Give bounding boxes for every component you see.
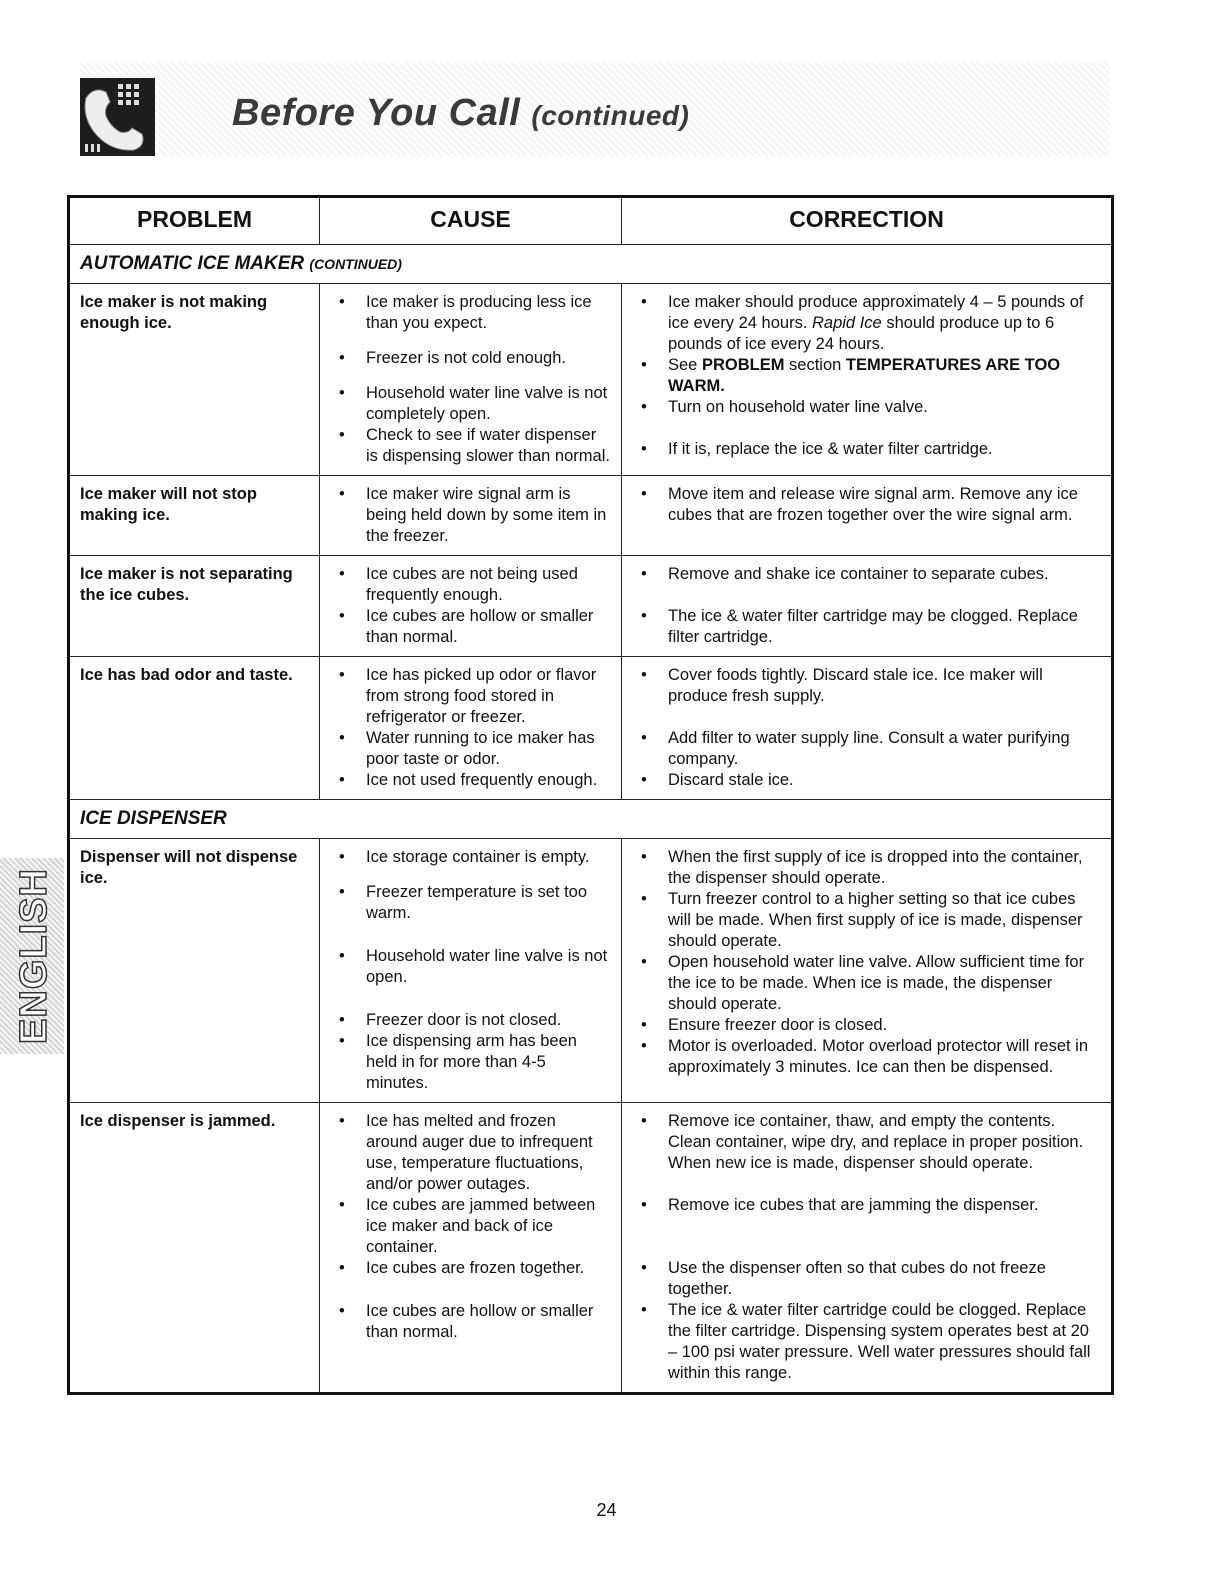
problem-cell: Ice maker will not stop making ice. [69,476,320,556]
list-item: • Cover foods tightly. Discard stale ice. Ice maker will produce fresh supply. [632,665,1101,707]
correction-cell [622,1103,1113,1394]
table-row [69,284,1113,476]
list-item: • Remove ice cubes that are jamming the dispenser. [632,1195,1101,1216]
troubleshooting-table [67,195,1114,1395]
list-item: • Move item and release wire signal arm. Remove any ice cubes that are frozen together over the wire signal arm. [632,484,1101,526]
correction-cell [622,284,1113,476]
table-row [69,1103,1113,1394]
cause-cell [320,556,622,657]
cause-cell [320,657,622,800]
list-item: • Ice has melted and frozen around auger due to infrequent use, temperature fluctuations, and/or power outages. [330,1111,611,1195]
list-item: • Ice cubes are jammed between ice maker and back of ice container. [330,1195,611,1258]
list-item: • Discard stale ice. [632,770,1101,791]
list-item: • Ice cubes are hollow or smaller than normal. [330,1301,611,1343]
table-row [69,657,1113,800]
list-item: • Ice dispensing arm has been held in for more than 4-5 minutes. [330,1031,611,1094]
page-title: Before You Call (continued) [232,92,690,134]
list-item: • Ice cubes are frozen together. [330,1258,611,1279]
list-item: • Ice cubes are not being used frequently enough. [330,564,611,606]
table-row [69,839,1113,1103]
table-row [69,476,1113,556]
list-item: • Remove ice container, thaw, and empty the contents. Clean container, wipe dry, and replace in proper position. When new ice is made, dispenser should operate. [632,1111,1101,1174]
cause-header: CAUSE [320,197,622,245]
list-item: • Household water line valve is not open. [330,946,611,988]
list-item: • Ice not used frequently enough. [330,770,611,791]
section-title: AUTOMATIC ICE MAKER (CONTINUED) [69,245,1113,284]
cause-cell [320,1103,622,1394]
list-item: • Add filter to water supply line. Consult a water purifying company. [632,728,1101,770]
list-item: • Freezer is not cold enough. [330,348,611,369]
problem-cell: Ice maker is not separating the ice cubes. [69,556,320,657]
list-item: • When the first supply of ice is dropped into the container, the dispenser should operate. [632,847,1101,889]
list-item: • See PROBLEM section TEMPERATURES ARE TOO WARM. [632,355,1101,397]
problem-cell: Dispenser will not dispense ice. [69,839,320,1103]
list-item: • The ice & water filter cartridge could be clogged. Replace the filter cartridge. Dispensing system operates best at 20 – 100 psi water pressure. Well water pressures should fall within this range. [632,1300,1101,1384]
cause-cell [320,284,622,476]
list-item: • Use the dispenser often so that cubes do not freeze together. [632,1258,1101,1300]
section-row [69,800,1113,839]
list-item: • Ensure freezer door is closed. [632,1015,1101,1036]
correction-cell [622,476,1113,556]
list-item: • Ice storage container is empty. [330,847,611,868]
list-item: • Open household water line valve. Allow sufficient time for the ice to be made. When ice is made, the dispenser should operate. [632,952,1101,1015]
list-item: • Ice maker is producing less ice than you expect. [330,292,611,334]
cause-cell [320,839,622,1103]
problem-cell: Ice maker is not making enough ice. [69,284,320,476]
table-header-row [69,197,1113,245]
list-item: • The ice & water filter cartridge may be clogged. Replace filter cartridge. [632,606,1101,648]
list-item: • Freezer door is not closed. [330,1010,611,1031]
list-item: • Motor is overloaded. Motor overload protector will reset in approximately 3 minutes. Ice can then be dispensed. [632,1036,1101,1078]
table-row [69,556,1113,657]
page-number: 24 [596,1500,617,1520]
list-item: • Household water line valve is not completely open. [330,383,611,425]
correction-cell [622,556,1113,657]
section-row [69,245,1113,284]
list-item: • Water running to ice maker has poor taste or odor. [330,728,611,770]
list-item: • Remove and shake ice container to separate cubes. [632,564,1101,585]
list-item: • Ice has picked up odor or flavor from strong food stored in refrigerator or freezer. [330,665,611,728]
problem-header: PROBLEM [69,197,320,245]
telephone-icon [80,78,155,156]
problem-cell: Ice dispenser is jammed. [69,1103,320,1394]
problem-cell: Ice has bad odor and taste. [69,657,320,800]
list-item: • Ice maker should produce approximately 4 – 5 pounds of ice every 24 hours. Rapid Ice should produce up to 6 pounds of ice every 24 hours. [632,292,1101,355]
list-item: • Check to see if water dispenser is dispensing slower than normal. [330,425,611,467]
correction-header: CORRECTION [622,197,1113,245]
section-title: ICE DISPENSER [69,800,1113,839]
list-item: • Turn freezer control to a higher setting so that ice cubes will be made. When first supply of ice is made, dispenser should operate. [632,889,1101,952]
list-item: • Freezer temperature is set too warm. [330,882,611,924]
list-item: • Turn on household water line valve. [632,397,1101,418]
correction-cell [622,839,1113,1103]
cause-cell [320,476,622,556]
list-item: • Ice cubes are hollow or smaller than normal. [330,606,611,648]
list-item: • If it is, replace the ice & water filter cartridge. [632,439,1101,460]
correction-cell [622,657,1113,800]
language-tab: ENGLISH [0,858,64,1054]
list-item: • Ice maker wire signal arm is being held down by some item in the freezer. [330,484,611,547]
